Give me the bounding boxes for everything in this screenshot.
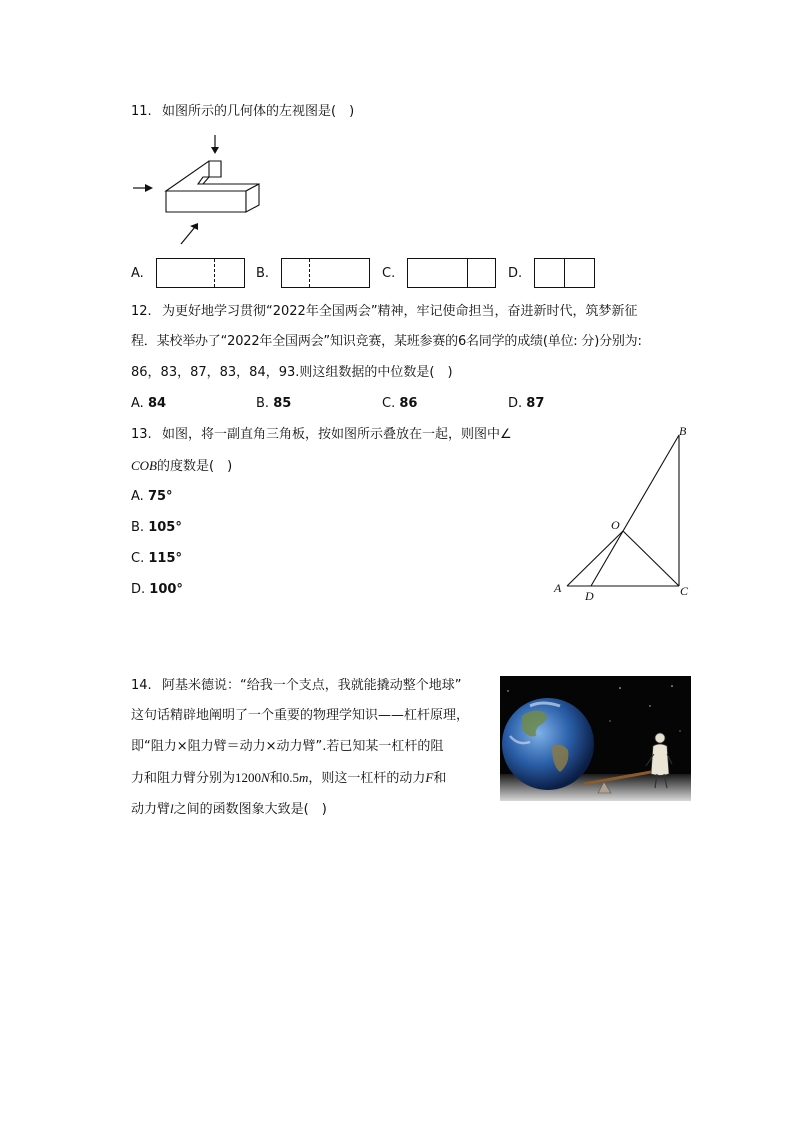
point-label-d: D [585,589,594,603]
q12-option-b-value: 85 [273,396,292,411]
q11-option-d-figure [534,258,595,288]
q12-option-d-label: D. [508,396,523,411]
q14-var-l: l [170,801,174,816]
q11-option-d-label: D. [508,266,523,281]
q13-triangle-figure [545,420,705,610]
segment-ao [567,531,623,586]
q14-var-f: F [425,770,434,785]
q13-option-b-label: B. [131,520,145,535]
q11-option-a-figure [156,258,245,288]
q12-option-a-label: A. [131,396,144,411]
q14-resistance: 1200 [235,770,262,785]
q12-option-b-label: B. [256,396,270,411]
q13-option-d-label: D. [131,582,146,597]
q11-option-b-figure [281,258,370,288]
q14-unit-m: m [298,770,309,785]
q11-solid-figure [125,130,275,250]
q13-line1: 如图，将一副直角三角板，按如图所示叠放在一起，则图中∠ [162,427,512,442]
q11-option-b-label: B. [256,266,270,281]
q14-archimedes-illustration [500,676,691,801]
q13-line2 [131,458,232,475]
q13-option-c-value: 115° [148,551,182,566]
q12-option-b [256,396,291,412]
q12-number: 12. [131,304,152,319]
q11-number: 11. [131,104,152,119]
q13-option-a [131,489,173,505]
q12-option-a [131,396,166,412]
q12-option-c-value: 86 [399,396,418,411]
q11-option-a-label: A. [131,266,144,281]
point-label-o: O [611,518,620,532]
q12-line3: 86，83，87，83，84，93.则这组数据的中位数是( ) [131,365,453,380]
q14-line4-b: 和 [269,771,283,786]
q11-option-c-label: C. [382,266,396,281]
q14-line5 [131,801,327,818]
q13-number: 13. [131,427,152,442]
segment-bd [591,435,679,586]
q12-option-c-label: C. [382,396,396,411]
q14-line4-a: 力和阻力臂分别为 [131,771,236,786]
q12-option-d [508,396,544,412]
q12-option-d-value: 87 [526,396,545,411]
q14-line3: 即“阻力×阻力臂＝动力×动力臂”.若已知某一杠杆的阻 [131,739,444,754]
q12-line1: 为更好地学习贯彻“2022年全国两会”精神，牢记使命担当，奋进新时代，筑梦新征 [162,304,638,319]
q14-line4 [131,770,446,787]
segment-oc [623,531,679,586]
q14-line1: 阿基米德说：“给我一个支点，我就能撬动整个地球” [162,678,462,693]
q14-number: 14. [131,678,152,693]
q14-line5-a: 动力臂 [131,802,171,817]
point-label-a: A [554,581,562,595]
q14-unit-n: N [261,770,270,785]
q14-line5-b: 之间的函数图象大致是( ) [173,802,327,817]
point-label-c: C [680,584,689,598]
q13-option-d-value: 100° [149,582,183,597]
q14-line2: 这句话精辟地阐明了一个重要的物理学知识——杠杆原理， [131,708,470,723]
q13-option-d [131,582,183,598]
q13-option-c [131,551,182,567]
q12-line2: 程．某校举办了“2022年全国两会”知识竞赛，某班参赛的6名同学的成绩(单位: 分)分别为: [131,334,642,349]
q13-option-b-value: 105° [148,520,182,535]
q13-option-a-label: A. [131,489,144,504]
q14-line4-c: ，则这一杠杆的动力 [308,771,426,786]
q13-line2-text: 的度数是( ) [157,459,233,474]
point-label-b: B [679,424,687,438]
q12-option-c [382,396,417,412]
q13-angle-cob: COB [131,458,157,473]
q11-option-c-figure [407,258,496,288]
q13-option-a-value: 75° [147,489,173,504]
q14-arm: 0.5 [282,770,299,785]
q13-option-c-label: C. [131,551,145,566]
q12-option-a-value: 84 [147,396,167,411]
q14-line4-d: 和 [433,771,447,786]
q13-option-b [131,520,182,536]
q11-text: 如图所示的几何体的左视图是( ) [162,104,355,119]
